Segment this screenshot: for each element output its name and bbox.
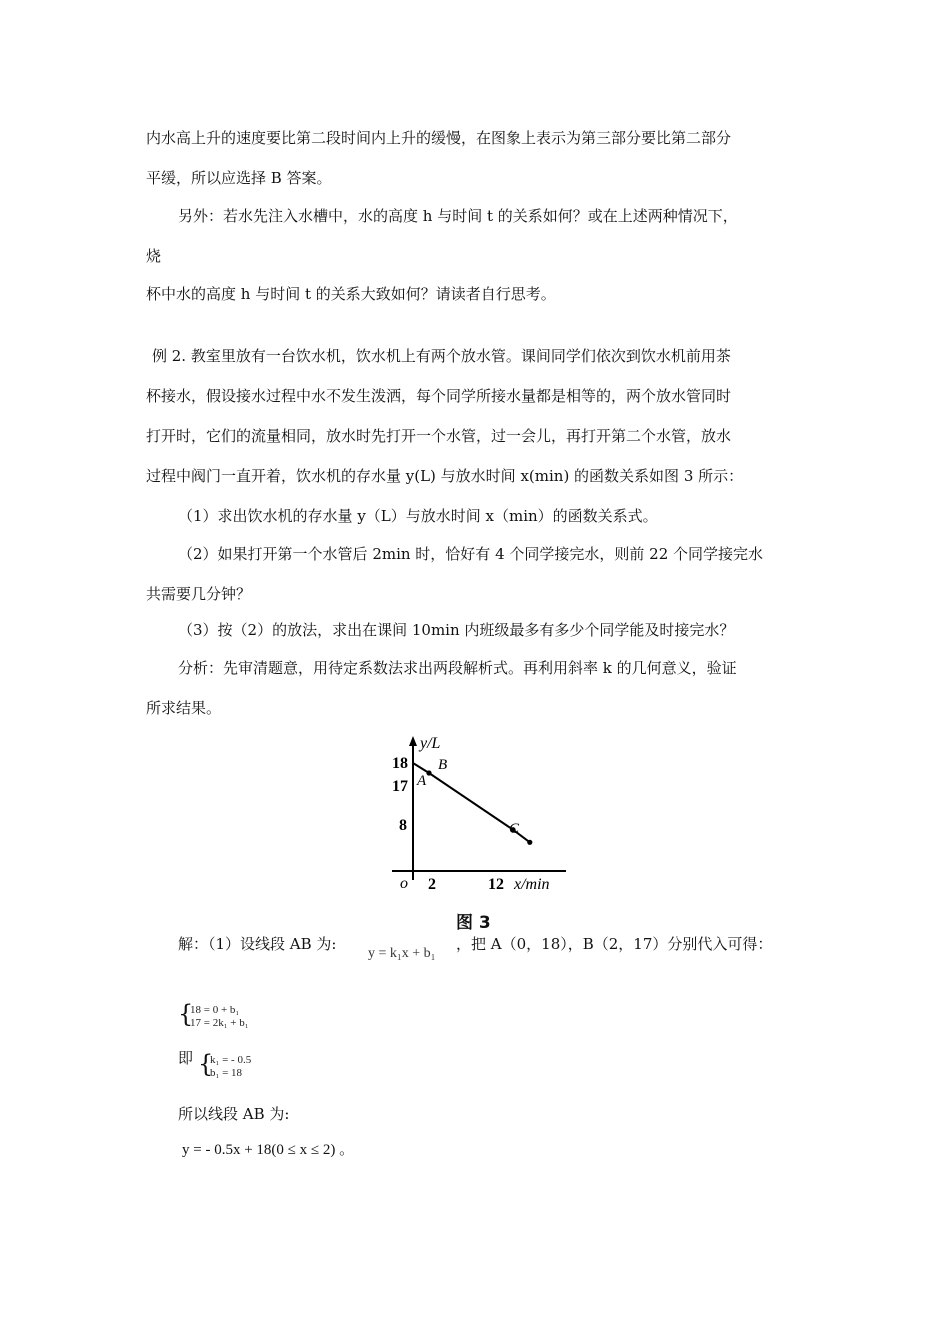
paragraph-line: 杯中水的高度 h 与时间 t 的关系大致如何？请读者自行思考。 <box>146 285 556 303</box>
solution-prefix: 解：（1）设线段 AB 为: <box>178 935 337 953</box>
example-line: 例 2. 教室里放有一台饮水机，饮水机上有两个放水管。课间同学们依次到饮水机前用茶 <box>152 347 731 365</box>
x-axis-label: x/min <box>514 876 550 893</box>
system-brace: { <box>178 1000 194 1028</box>
equation: k₁ = - 0.5 <box>210 1054 252 1066</box>
example-line: 打开时，它们的流量相同，放水时先打开一个水管，过一会儿，再打开第二个水管，放水 <box>146 427 732 445</box>
question-2: （2）如果打开第一个水管后 2min 时，恰好有 4 个同学接完水，则前 22 个同学接完水 <box>178 545 764 563</box>
solution-suffix: ，把 A（0，18），B（2，17）分别代入可得： <box>456 935 773 953</box>
y-axis-arrow <box>409 736 417 746</box>
analysis-line: 分析：先审清题意，用待定系数法求出两段解析式。再利用斜率 k 的几何意义，验证 <box>178 659 737 677</box>
equation: b₁ = 18 <box>210 1067 243 1079</box>
point-label-a: A <box>417 773 427 789</box>
y-tick-label: 18 <box>392 755 408 772</box>
chart-axes <box>392 736 566 880</box>
end-point-marker <box>527 840 532 845</box>
y-axis-label: y/L <box>420 735 441 752</box>
system-brace: { <box>198 1050 214 1078</box>
solution-line-1 <box>178 934 337 954</box>
x-tick-label: 12 <box>488 876 504 893</box>
y-tick-label: 8 <box>399 817 407 834</box>
question-2-cont: 共需要几分钟？ <box>146 585 252 603</box>
point-label-b: B <box>438 757 448 773</box>
paragraph-line: 另外：若水先注入水槽中，水的高度 h 与时间 t 的关系如何？或在上述两种情况下， <box>178 207 738 225</box>
question-1: （1）求出饮水机的存水量 y（L）与放水时间 x（min）的函数关系式。 <box>178 507 658 525</box>
analysis-line: 所求结果。 <box>146 699 222 717</box>
ji-label: 即 <box>178 1049 194 1067</box>
figure-caption: 图 3 <box>456 913 491 933</box>
y-tick-label: 17 <box>392 778 408 795</box>
point-b-marker <box>426 770 431 775</box>
origin-label: o <box>400 875 408 892</box>
example-line: 过程中阀门一直开着，饮水机的存水量 y(L) 与放水时间 x(min) 的函数关系如图 3 所示： <box>146 467 744 485</box>
example-line: 杯接水，假设接水过程中水不发生泼洒，每个同学所接水量都是相等的，两个放水管同时 <box>146 387 732 405</box>
solution-line-2: 所以线段 AB 为: <box>178 1105 290 1123</box>
question-3: （3）按（2）的放法，求出在课间 10min 内班级最多有多少个同学能及时接完水？ <box>178 621 735 639</box>
x-tick-label: 2 <box>428 876 436 893</box>
equation: 18 = 0 + b₁ <box>190 1004 240 1016</box>
paragraph-line: 平缓，所以应选择 B 答案。 <box>146 169 332 187</box>
paragraph-line: 内水高上升的速度要比第二段时间内上升的缓慢，在图象上表示为第三部分要比第二部分 <box>146 129 732 147</box>
solution-line-3: y = - 0.5x + 18(0 ≤ x ≤ 2) 。 <box>182 1142 355 1158</box>
point-label-c: C <box>509 821 520 837</box>
figure-3-chart <box>380 728 580 936</box>
formula-ab: y = k₁x + b₁ <box>368 946 436 961</box>
equation: 17 = 2k₁ + b₁ <box>190 1017 249 1029</box>
paragraph-line: 烧 <box>146 247 162 265</box>
